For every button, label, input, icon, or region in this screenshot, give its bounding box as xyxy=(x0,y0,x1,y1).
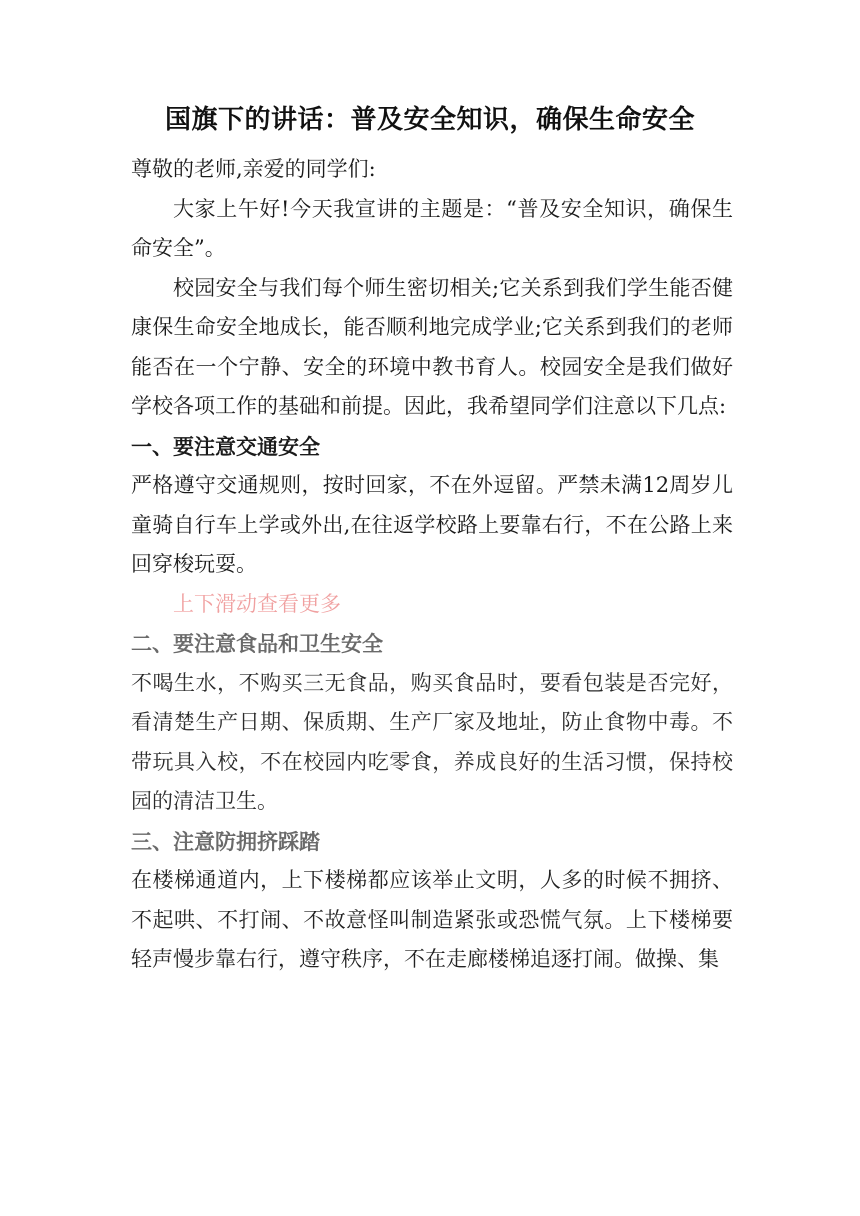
section-2-heading: 二、要注意食品和卫生安全 xyxy=(131,631,383,656)
document-title: 国旗下的讲话：普及安全知识，确保生命安全 xyxy=(164,105,695,135)
greeting: 尊敬的老师,亲爱的同学们: xyxy=(131,157,376,181)
section-3-heading: 三、注意防拥挤踩踏 xyxy=(131,828,320,854)
section-2-text: 不喝生水，不购买三无食品，购买食品时，要看包装是否完好，看清楚生产日期、保质期、生产厂家及地址，防止食物中毒。不带玩具入校，不在校园内吃零食，养成良好的生活习惯，保持校园的清洁卫生。 xyxy=(131,670,733,813)
intro-paragraph: 大家上午好!今天我宣讲的主题是：“普及安全知识，确保生命安全”。 xyxy=(131,196,733,260)
paragraph-1: 校园安全与我们每个师生密切相关;它关系到我们学生能否健康保生命安全地成长，能否顺利地完成学业;它关系到我们的老师能否在一个宁静、安全的环境中教书育人。校园安全是我们做好学校各项工作的基础和前提。因此，我希望同学们注意以下几点: xyxy=(131,275,733,418)
document-body xyxy=(131,150,733,980)
scroll-more-link[interactable]: 上下滑动查看更多 xyxy=(173,591,341,616)
section-3-text: 在楼梯通道内，上下楼梯都应该举止文明，人多的时候不拥挤、不起哄、不打闹、不故意怪叫制造紧张或恐慌气氛。上下楼梯要轻声慢步靠右行，遵守秩序，不在走廊楼梯追逐打闹。做操、集 xyxy=(131,868,733,971)
section-1-text: 严格遵守交通规则，按时回家，不在外逗留。严禁未满12周岁儿童骑自行车上学或外出,在往返学校路上要靠右行，不在公路上来回穿梭玩耍。 xyxy=(131,473,733,576)
section-1-heading: 一、要注意交通安全 xyxy=(131,433,320,459)
